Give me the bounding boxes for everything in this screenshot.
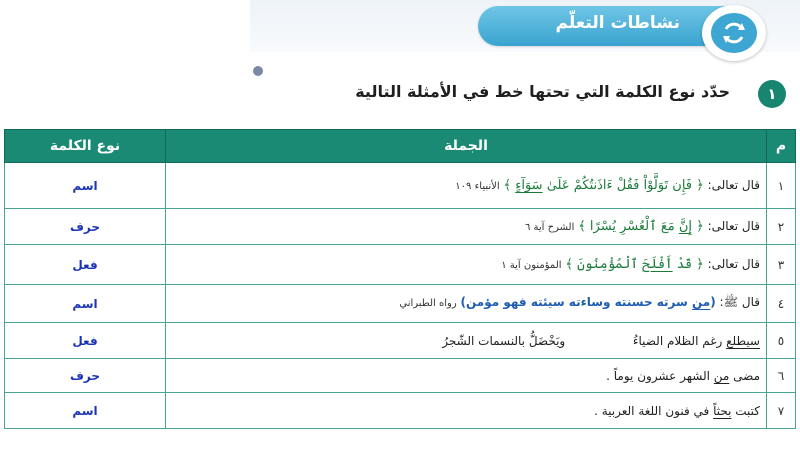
row-sentence [166,163,767,209]
word-type: اسم [5,285,166,323]
verse-line-1: رغم الظلام الضياءُ [632,333,727,348]
row-number: ٣ [767,245,796,285]
header-num: م [767,130,796,163]
verse-reference: الأنبياء ١٠٩ [455,181,500,192]
hadith-post: سرته حسنته وساءته سيئته فهو مؤمن) [460,295,692,309]
activity-number: ١ [758,80,786,108]
word-type: اسم [5,163,166,209]
word-type: فعل [5,323,166,359]
table-row [5,323,796,359]
table-header-row [5,130,796,163]
hadith-reference: رواه الطبراني [399,298,457,309]
hadith-pre: ( [710,295,716,309]
underlined-word: أَفْلَحَ [642,257,673,272]
refresh-badge [702,5,766,61]
word-type-table [4,129,796,429]
verse-line-2: ويَخْضَلُّ بالنسمات الشّجرُ [442,333,566,348]
activity-instruction: حدّد نوع الكلمة التي تحتها خط في الأمثلة التالية [355,82,730,101]
table-row [5,393,796,429]
refresh-icon [711,13,757,53]
sentence-post: في فنون اللغة العربية . [594,403,714,418]
verse-post: ٱلْمُؤْمِنُونَ ﴾ [565,257,643,272]
table-row [5,245,796,285]
word-type: اسم [5,393,166,429]
row-sentence [166,323,767,359]
word-type: حرف [5,209,166,245]
row-sentence [166,209,767,245]
row-number: ٧ [767,393,796,429]
sentence-pre: مضى [729,368,760,383]
verse-reference: الشرح آية ٦ [524,222,575,233]
verse-post: ﴾ [503,178,516,193]
row-number: ٢ [767,209,796,245]
verse-text [578,219,704,234]
row-number: ٦ [767,359,796,393]
verse-text [503,178,703,193]
verse-post: مَعَ ٱلْعُسْرِ يُسْرًا ﴾ [578,219,679,234]
row-number: ٤ [767,285,796,323]
row-sentence [166,245,767,285]
header-sentence: الجملة [166,130,767,163]
intro-text: قال تعالى: [703,178,760,192]
underlined-word: سيطلع [726,333,760,348]
intro-text: قال تعالى: [703,257,760,271]
verse-text [565,257,703,272]
underlined-word: سَوَآءٍ [515,178,543,193]
row-sentence [166,393,767,429]
row-number: ٥ [767,323,796,359]
intro-text: قال تعالى: [703,219,760,233]
verse-pre: ﴿ [692,219,704,234]
sentence-pre: كتبت [731,403,760,418]
hadith-text [461,295,716,309]
table-row [5,285,796,323]
verse-reference: المؤمنون آية ١ [501,260,562,271]
underlined-word: من [713,368,730,383]
table-row [5,163,796,209]
header-type: نوع الكلمة [5,130,166,163]
table-row [5,359,796,393]
verse-pre: ﴿ فَإِن تَوَلَّوْاْ فَقُلْ ءَاذَنتُكُمْ عَلَىٰ [542,178,704,193]
intro-text: قال ﷺ: [715,295,760,309]
underlined-word: بحثاً [713,403,732,418]
verse-pre: ﴿ قَدْ [672,257,704,272]
row-number: ١ [767,163,796,209]
row-sentence [166,359,767,393]
word-type: فعل [5,245,166,285]
word-type: حرف [5,359,166,393]
sentence-post: الشهر عشرون يوماً . [606,368,714,383]
bullet-dot [253,66,263,76]
underlined-word: إِنَّ [678,219,693,234]
row-sentence [166,285,767,323]
underlined-word: من [692,295,711,309]
table-row [5,209,796,245]
banner-title: نشاطات التعلّم [555,13,680,33]
